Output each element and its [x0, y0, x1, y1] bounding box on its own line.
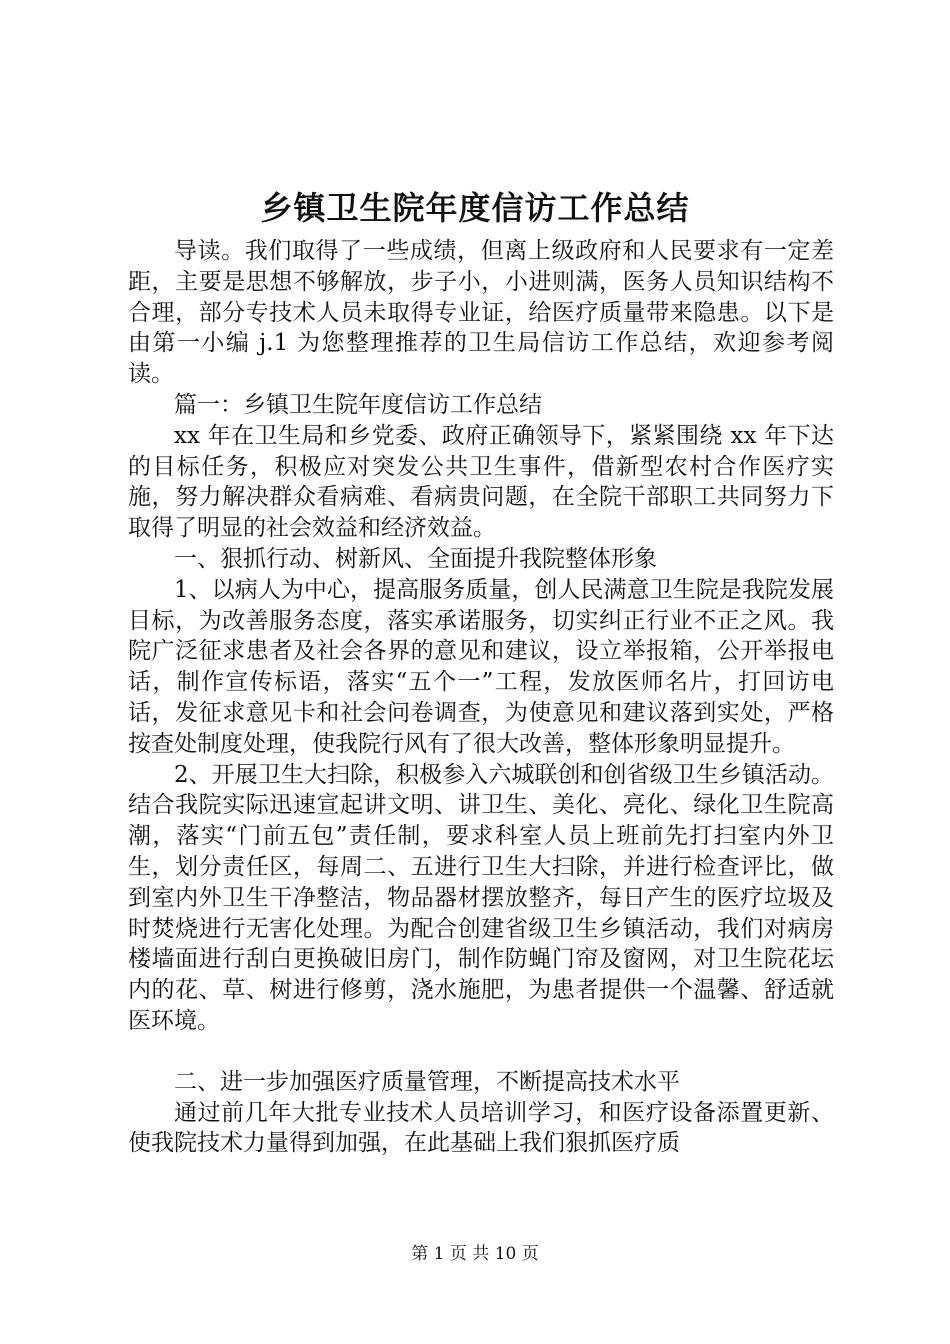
paragraph-heading-1: 一、狠抓行动、树新风、全面提升我院整体形象 — [174, 545, 657, 572]
document-title: 乡镇卫生院年度信访工作总结 — [260, 189, 690, 227]
paragraph-section-heading: 篇一：乡镇卫生院年度信访工作总结 — [174, 391, 542, 418]
paragraph-heading-2: 二、进一步加强医疗质量管理，不断提高技术水平 — [174, 1068, 680, 1095]
paragraph: xx 年在卫生局和乡党委、政府正确领导下，紧紧围绕 xx 年下达的目标任务，积极应对突发公共卫生事件，借新型农村合作医疗实施，努力解决群众看病难、看病贵问题，在全院干部职工共同努力下取得了明显的社会效益和经济效益。 — [128, 422, 834, 542]
document-body — [128, 236, 834, 1159]
paragraph-intro: 导读。我们取得了一些成绩，但离上级政府和人民要求有一定差距，主要是思想不够解放，步子小，小进则满，医务人员知识结构不合理，部分专技术人员未取得专业证，给医疗质量带来隐患。以下是由第一小编 j.1 为您整理推荐的卫生局信访工作总结，欢迎参考阅读。 — [128, 238, 834, 388]
paragraph: 通过前几年大批专业技术人员培训学习，和医疗设备添置更新、使我院技术力量得到加强，在此基础上我们狠抓医疗质 — [128, 1099, 834, 1157]
page-number: 第 1 页 共 10 页 — [411, 1244, 539, 1264]
paragraph: 2、开展卫生大扫除，积极参入六城联创和创省级卫生乡镇活动。结合我院实际迅速宣起讲文明、讲卫生、美化、亮化、绿化卫生院高潮，落实“门前五包”责任制，要求科室人员上班前先打扫室内外卫生，划分责任区，每周二、五进行卫生大扫除，并进行检查评比，做到室内外卫生干净整洁，物品器材摆放整齐，每日产生的医疗垃圾及时焚烧进行无害化处理。为配合创建省级卫生乡镇活动，我们对病房楼墙面进行刮白更换破旧房门，制作防蝇门帘及窗网，对卫生院花坛内的花、草、树进行修剪，浇水施肥，为患者提供一个温馨、舒适就医环境。 — [128, 761, 834, 1034]
paragraph: 1、以病人为中心，提高服务质量，创人民满意卫生院是我院发展目标，为改善服务态度，落实承诺服务，切实纠正行业不正之风。我院广泛征求患者及社会各界的意见和建议，设立举报箱，公开举报电话，制作宣传标语，落实“五个一”工程，发放医师名片，打回访电话，发征求意见卡和社会问卷调查，为使意见和建议落到实处，严格按查处制度处理，使我院行风有了很大改善，整体形象明显提升。 — [128, 576, 834, 757]
